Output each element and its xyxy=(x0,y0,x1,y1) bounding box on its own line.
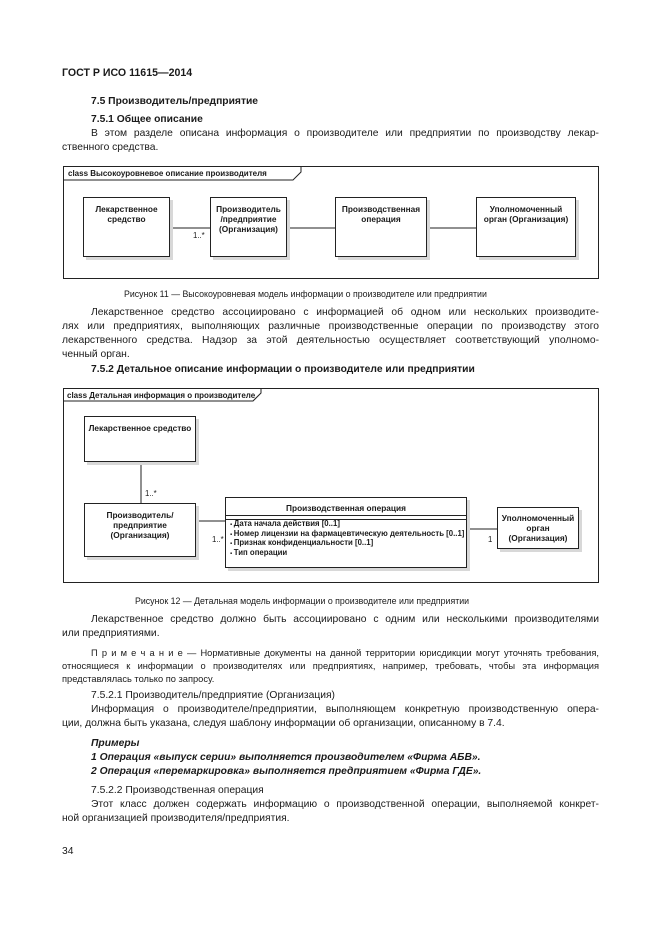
paragraph-1-line-2: ственного средства. xyxy=(62,142,159,153)
note-line-1: П р и м е ч а н и е — Нормативные документы на данной территории юрисдикции могут уточнять требования, xyxy=(91,648,599,658)
section-heading-7-5: 7.5 Производитель/предприятие xyxy=(91,96,259,107)
example-2: 2 Операция «перемаркировка» выполняется предприятием «Фирма ГДЕ». xyxy=(91,766,482,777)
figure-11-frame-title: class Высокоуровневое описание производителя xyxy=(68,169,267,178)
example-1: 1 Операция «выпуск серии» выполняется производителем «Фирма АБВ». xyxy=(91,752,481,763)
figure-12-frame-title: class Детальная информация о производителе xyxy=(67,391,256,400)
document-header: ГОСТ Р ИСО 11615—2014 xyxy=(62,67,193,79)
class-name-line: средство xyxy=(107,214,146,224)
figure-11-caption: Рисунок 11 — Высокоуровневая модель информации о производителе или предприятии xyxy=(124,289,487,299)
section-heading-7-5-2-1: 7.5.2.1 Производитель/предприятие (Организация) xyxy=(91,690,335,701)
class-name: Лекарственное средство xyxy=(88,423,192,433)
section-heading-7-5-1: 7.5.1 Общее описание xyxy=(91,114,203,125)
paragraph-3-line-1: Лекарственное средство должно быть ассоциировано с одним или несколькими производителями xyxy=(91,614,599,625)
paragraph-2-line-2: лях или предприятиях, выполняющих различные производственные операции по производству этого xyxy=(62,321,599,332)
class-name-line: Лекарственное xyxy=(95,204,158,214)
page-number: 34 xyxy=(62,846,74,857)
class-name-line: (Организация) xyxy=(219,224,278,234)
paragraph-3-line-2: или предприятиями. xyxy=(62,628,160,639)
paragraph-5-line-1: Этот класс должен содержать информацию о производственной операции, выполняемой конкрет- xyxy=(91,799,599,810)
paragraph-2-line-4: ченный орган. xyxy=(62,349,130,360)
note-line-2: относящиеся к информации о производителях или предприятиях, например, требовать, чтобы эта информация xyxy=(62,661,599,671)
multiplicity-label: 1..* xyxy=(212,535,224,544)
uml-class-regulatory-authority xyxy=(497,507,579,549)
class-name-line: Производитель/предприятие xyxy=(106,510,174,530)
paragraph-5-line-2: ной организацией производителя/предприятия. xyxy=(62,813,290,824)
section-heading-7-5-2: 7.5.2 Детальное описание информации о производителе или предприятии xyxy=(91,364,475,375)
section-heading-7-5-2-2: 7.5.2.2 Производственная операция xyxy=(91,785,264,796)
class-name-line: Производственная xyxy=(341,204,421,214)
note-line-3: представлялась только по запросу. xyxy=(62,674,215,684)
attribute: ▪ Номер лицензии на фармацевтическую деятельность [0..1] xyxy=(230,530,464,540)
class-name-line: (Организация) xyxy=(110,530,170,540)
paragraph-1-line-1: В этом разделе описана информация о производителе или предприятии по производству лекар- xyxy=(91,128,599,139)
examples-title: Примеры xyxy=(91,738,140,749)
class-name-line: /предприятие xyxy=(220,214,277,224)
uml-class-manufacturing-operation xyxy=(225,497,467,568)
figure-12-caption: Рисунок 12 — Детальная модель информации о производителе или предприятии xyxy=(135,596,470,606)
attribute-list xyxy=(230,520,464,559)
paragraph-2-line-1: Лекарственное средство ассоциировано с информацией об одном или нескольких производите- xyxy=(91,307,599,318)
uml-class-manufacturer xyxy=(84,503,196,557)
class-name-line: орган (Организация) xyxy=(508,523,568,543)
class-name-line: операция xyxy=(361,214,401,224)
uml-class-medicinal-product xyxy=(84,416,196,462)
class-name-line: орган (Организация) xyxy=(483,214,569,224)
paragraph-2-line-3: лекарственного средства. Надзор за этой деятельностью осуществляет соответствующий уполномо- xyxy=(62,335,599,346)
paragraph-4-line-1: Информация о производителе/предприятии, выполняющем конкретную производственную опера- xyxy=(91,704,599,715)
attribute: ▪ Тип операции xyxy=(230,549,464,559)
multiplicity-label: 1 xyxy=(488,535,493,544)
attribute: ▪ Дата начала действия [0..1] xyxy=(230,520,464,530)
class-name-line: Производитель xyxy=(216,204,281,214)
attribute: ▪ Признак конфиденциальности [0..1] xyxy=(230,539,464,549)
multiplicity-label: 1..* xyxy=(193,231,205,240)
multiplicity-label: 1..* xyxy=(145,489,157,498)
paragraph-4-line-2: ции, должна быть указана, следуя шаблону информации об организации, описанному в 7.4. xyxy=(62,718,505,729)
class-name: Производственная операция xyxy=(226,498,466,516)
class-name-line: Уполномоченный xyxy=(501,513,575,523)
class-name-line: Уполномоченный xyxy=(489,204,563,214)
